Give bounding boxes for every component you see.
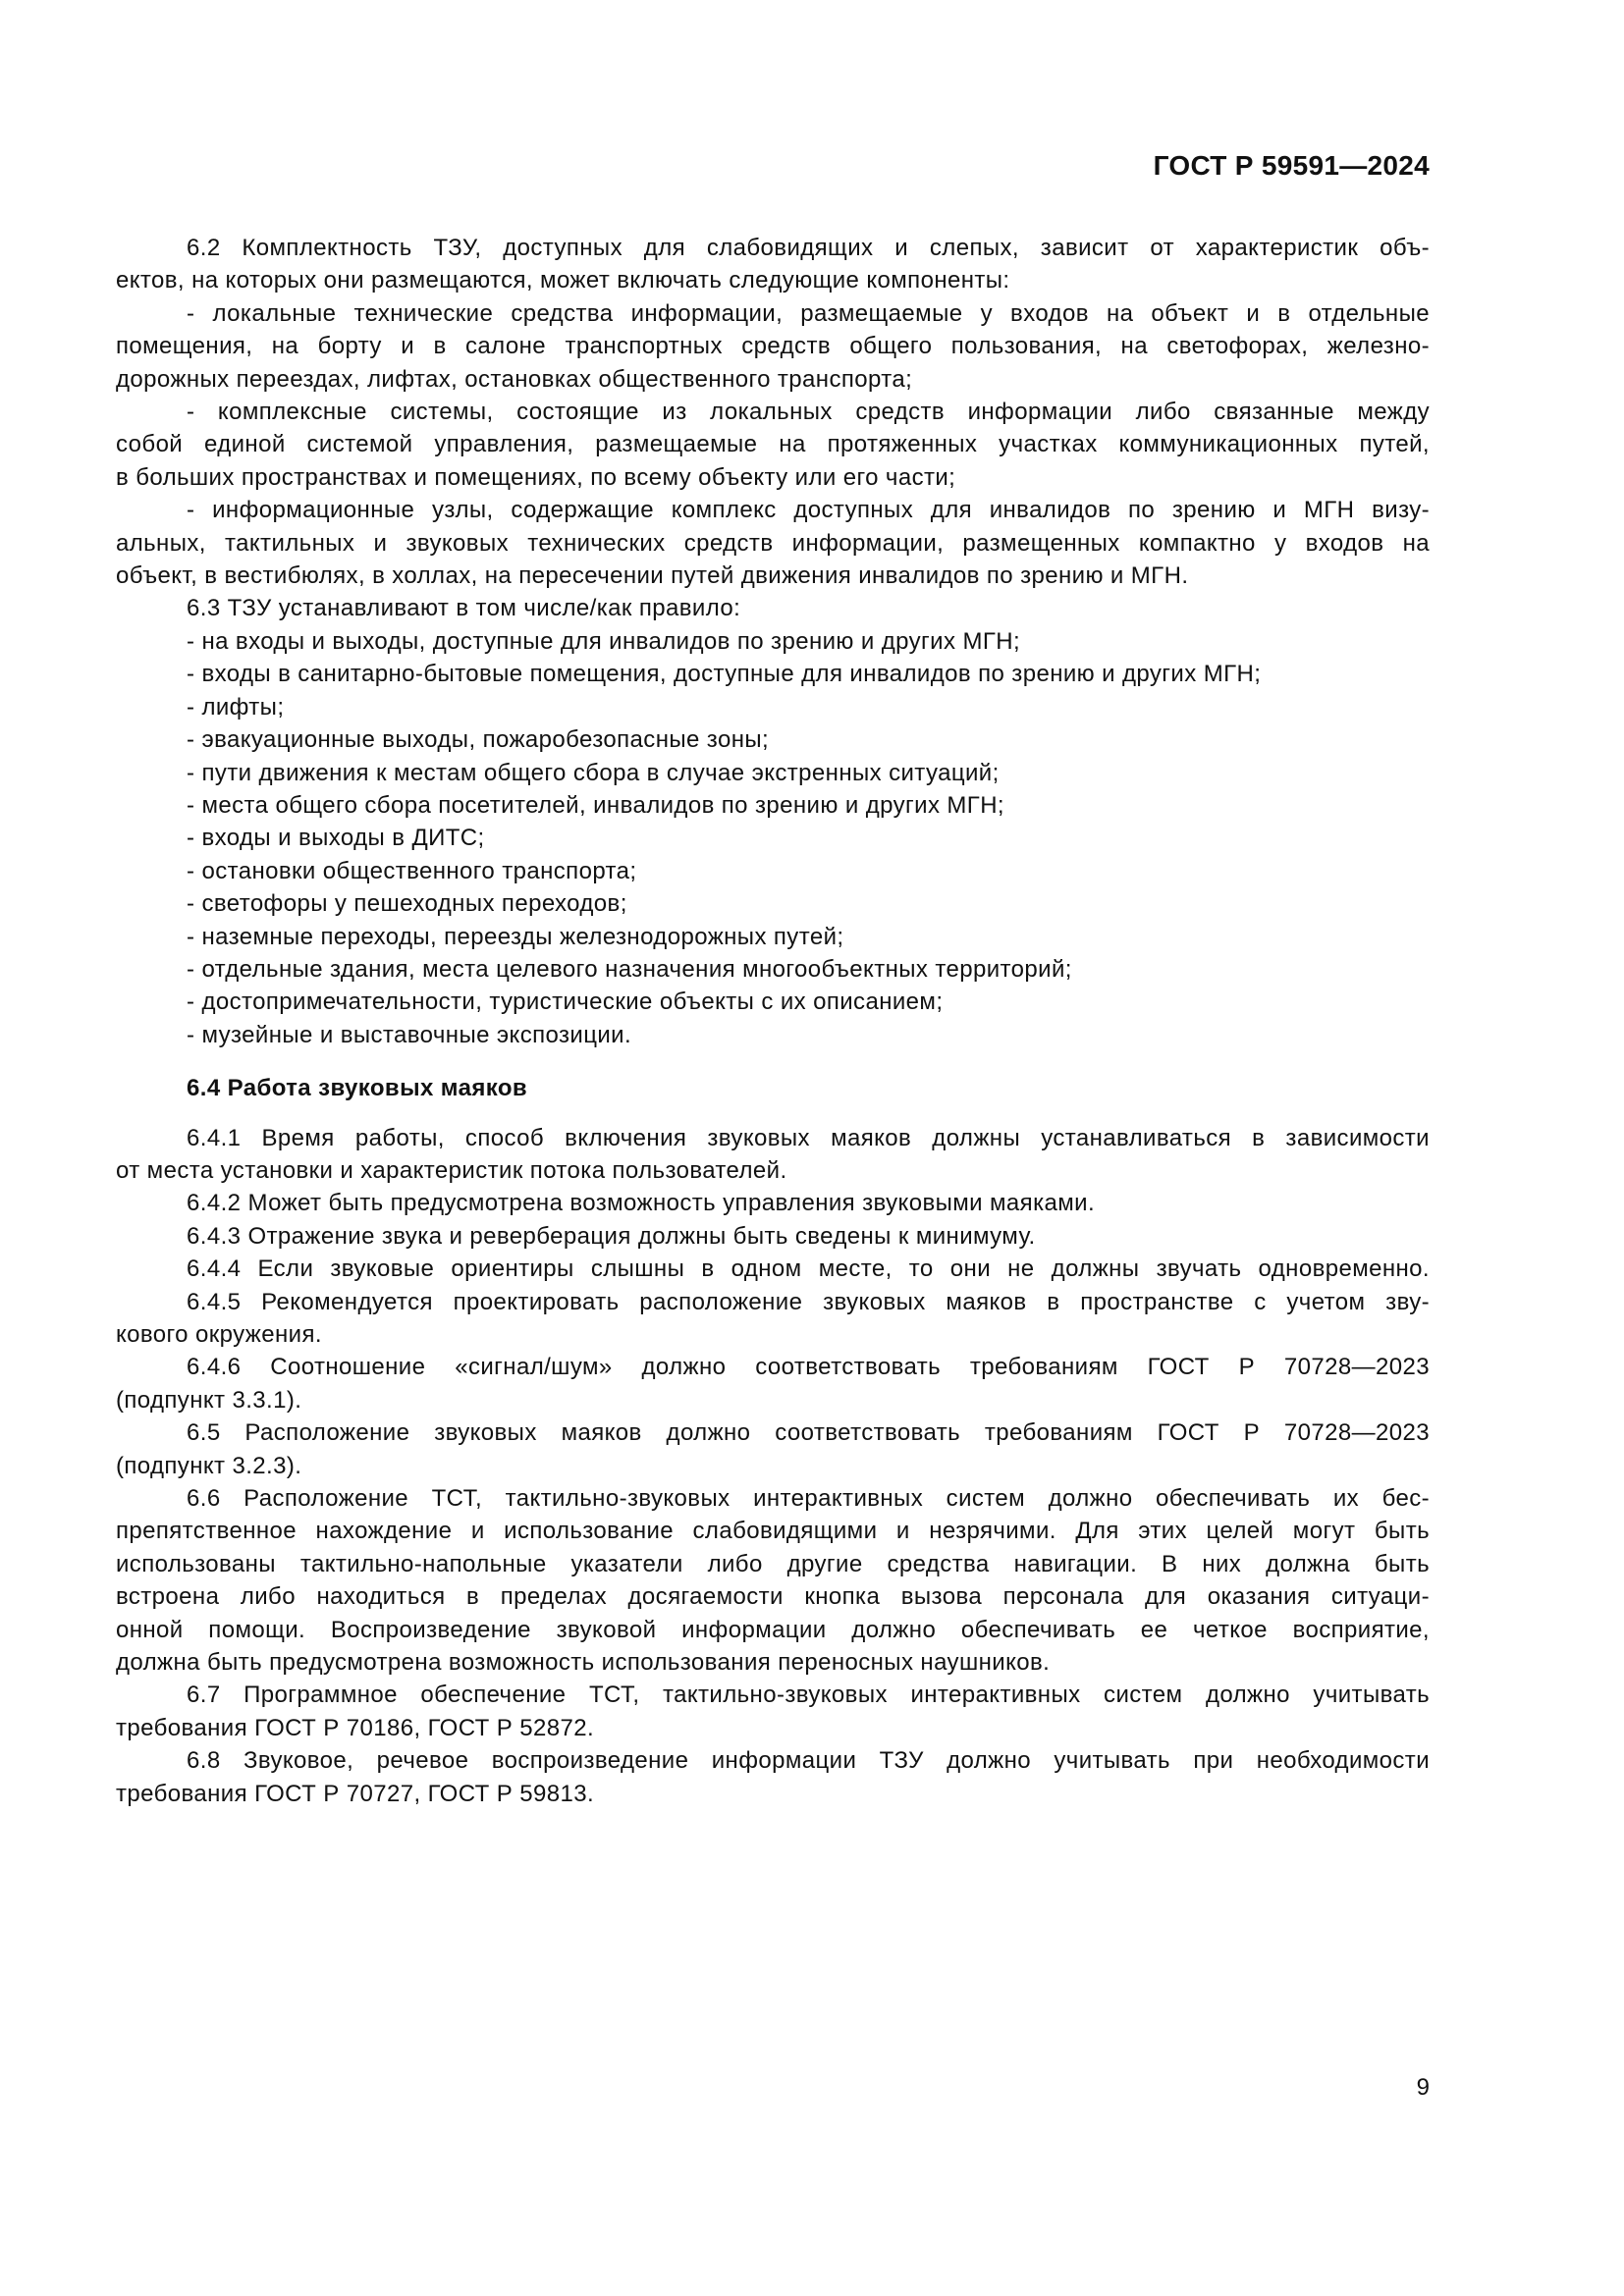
paragraph-6-4-5 xyxy=(116,1286,1430,1352)
text-line: - на входы и выходы, доступные для инвалидов по зрению и других МГН; xyxy=(187,627,1021,655)
paragraph-6-4-3 xyxy=(116,1220,1430,1253)
text-line: - входы в санитарно-бытовые помещения, доступные для инвалидов по зрению и других МГН; xyxy=(187,661,1262,688)
text-line: - информационные узлы, содержащие комплекс доступных для инвалидов по зрению и МГН визу- xyxy=(187,497,1430,524)
text-line: - комплексные системы, состоящие из локальных средств информации либо связанные между xyxy=(187,399,1430,426)
list-item xyxy=(116,953,1430,986)
list-item xyxy=(116,822,1430,854)
text-line: препятственное нахождение и использование слабовидящими и незрячими. Для этих целей могут быть xyxy=(116,1518,1430,1545)
text-line: 6.4.5 Рекомендуется проектировать расположение звуковых маяков в пространстве с учетом зву- xyxy=(187,1288,1430,1315)
paragraph-6-3 xyxy=(116,592,1430,624)
text-line: требования ГОСТ Р 70186, ГОСТ Р 52872. xyxy=(116,1714,595,1741)
list-item xyxy=(116,625,1430,658)
text-line: - отдельные здания, места целевого назначения многообъектных территорий; xyxy=(187,955,1072,983)
text-line: - входы и выходы в ДИТС; xyxy=(187,825,485,852)
text-line: от места установки и характеристик потока пользователей. xyxy=(116,1156,787,1184)
text-line: - наземные переходы, переезды железнодорожных путей; xyxy=(187,923,844,950)
text-line: 6.5 Расположение звуковых маяков должно соответствовать требованиям ГОСТ Р 70728—2023 xyxy=(187,1419,1430,1447)
text-line: 6.8 Звуковое, речевое воспроизведение информации ТЗУ должно учитывать при необходимости xyxy=(187,1747,1430,1775)
text-line: использованы тактильно-напольные указатели либо другие средства навигации. В них должна быть xyxy=(116,1550,1430,1577)
text-line: 6.4.2 Может быть предусмотрена возможность управления звуковыми маяками. xyxy=(187,1190,1096,1217)
paragraph-6-8 xyxy=(116,1744,1430,1810)
paragraph-6-7 xyxy=(116,1679,1430,1744)
list-item xyxy=(116,887,1430,920)
text-line: онной помощи. Воспроизведение звуковой информации должно обеспечивать ее четкое восприятие, xyxy=(116,1616,1430,1643)
text-line: - музейные и выставочные экспозиции. xyxy=(187,1021,632,1048)
paragraph-6-5 xyxy=(116,1416,1430,1482)
list-item xyxy=(116,855,1430,887)
list-item-local-means xyxy=(116,297,1430,396)
list-item xyxy=(116,723,1430,756)
text-line: 6.3 ТЗУ устанавливают в том числе/как правило: xyxy=(187,595,741,622)
list-item-complex-systems xyxy=(116,396,1430,494)
running-header-doc-code: ГОСТ Р 59591—2024 xyxy=(1153,150,1430,181)
text-line: 6.6 Расположение ТСТ, тактильно-звуковых интерактивных систем должно обеспечивать их бес- xyxy=(187,1485,1430,1513)
text-line: должна быть предусмотрена возможность использования переносных наушников. xyxy=(116,1649,1051,1677)
list-item xyxy=(116,691,1430,723)
text-line: объект, в вестибюлях, в холлах, на пересечении путей движения инвалидов по зрению и МГН. xyxy=(116,562,1189,590)
text-line: 6.4.6 Соотношение «сигнал/шум» должно соответствовать требованиям ГОСТ Р 70728—2023 xyxy=(187,1354,1430,1381)
text-line: помещения, на борту и в салоне транспортных средств общего пользования, на светофорах, железно- xyxy=(116,333,1430,360)
paragraph-6-4-6 xyxy=(116,1351,1430,1416)
text-line: - пути движения к местам общего сбора в случае экстренных ситуаций; xyxy=(187,759,1000,786)
text-line: 6.4.3 Отражение звука и реверберация должны быть сведены к минимуму. xyxy=(187,1222,1036,1250)
text-line: - остановки общественного транспорта; xyxy=(187,857,637,884)
text-line: 6.4.4 Если звуковые ориентиры слышны в одном месте, то они не должны звучать одновременно. xyxy=(187,1255,1430,1283)
section-heading-6-4: 6.4 Работа звуковых маяков xyxy=(187,1075,528,1102)
list-item xyxy=(116,921,1430,953)
text-line: 6.7 Программное обеспечение ТСТ, тактильно-звуковых интерактивных систем должно учитывать xyxy=(187,1682,1430,1709)
paragraph-6-4-1 xyxy=(116,1122,1430,1188)
list-item xyxy=(116,1019,1430,1051)
list-item xyxy=(116,757,1430,789)
text-line: - локальные технические средства информации, размещаемые у входов на объект и в отдельные xyxy=(187,299,1430,327)
text-line: альных, тактильных и звуковых технических средств информации, размещенных компактно у входов на xyxy=(116,529,1430,557)
text-line: кового окружения. xyxy=(116,1321,322,1348)
text-line: (подпункт 3.2.3). xyxy=(116,1452,302,1479)
text-line: в больших пространствах и помещениях, по всему объекту или его части; xyxy=(116,463,956,491)
paragraph-6-6 xyxy=(116,1482,1430,1679)
page-number: 9 xyxy=(1416,2074,1430,2101)
text-line: встроена либо находиться в пределах досягаемости кнопка вызова персонала для оказания ситуаци- xyxy=(116,1583,1430,1611)
text-line: - светофоры у пешеходных переходов; xyxy=(187,890,627,918)
list-item-information-nodes xyxy=(116,494,1430,592)
text-line: - достопримечательности, туристические объекты с их описанием; xyxy=(187,988,944,1016)
list-item xyxy=(116,789,1430,822)
text-line: ектов, на которых они размещаются, может включать следующие компоненты: xyxy=(116,267,1010,294)
list-item xyxy=(116,658,1430,690)
text-line: - места общего сбора посетителей, инвалидов по зрению и других МГН; xyxy=(187,791,1005,819)
text-line: 6.2 Комплектность ТЗУ, доступных для слабовидящих и слепых, зависит от характеристик объ- xyxy=(187,235,1430,261)
document-body xyxy=(116,232,1430,1810)
text-line: 6.4.1 Время работы, способ включения звуковых маяков должны устанавливаться в зависимости xyxy=(187,1124,1430,1151)
text-line: дорожных переездах, лифтах, остановках общественного транспорта; xyxy=(116,365,913,393)
text-line: (подпункт 3.3.1). xyxy=(116,1386,302,1414)
text-line: собой единой системой управления, размещаемые на протяженных участках коммуникационных путей, xyxy=(116,431,1430,458)
paragraph-6-2 xyxy=(116,232,1430,297)
list-item xyxy=(116,986,1430,1018)
paragraph-6-4-4 xyxy=(116,1253,1430,1285)
text-line: - эвакуационные выходы, пожаробезопасные зоны; xyxy=(187,726,770,754)
text-line: - лифты; xyxy=(187,693,285,721)
text-line: требования ГОСТ Р 70727, ГОСТ Р 59813. xyxy=(116,1780,595,1807)
paragraph-6-4-2 xyxy=(116,1187,1430,1219)
